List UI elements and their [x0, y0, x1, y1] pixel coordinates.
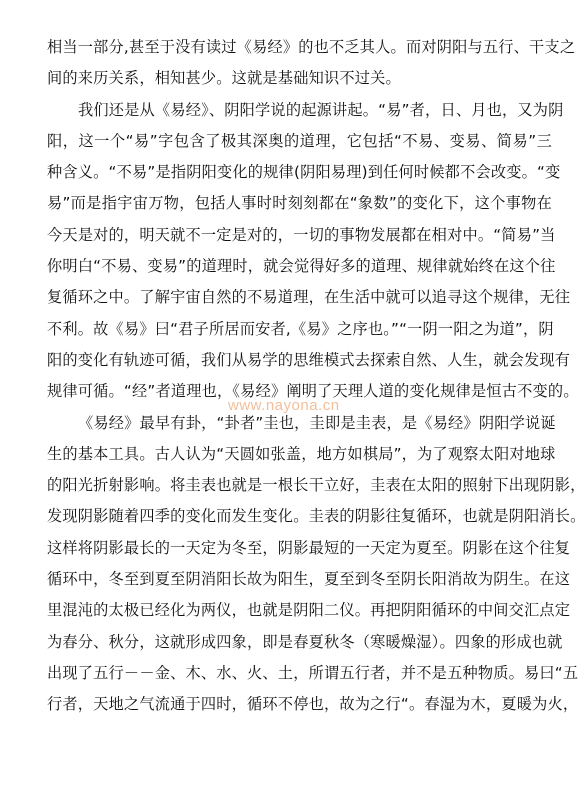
- text-line: 生的基本工具。古人认为“天圆如张盖，地方如棋局”，为了观察太阳对地球: [47, 444, 556, 463]
- text-line: 相当一部分,甚至于没有读过《易经》的也不乏其人。而对阴阳与五行、干支之: [47, 38, 576, 56]
- text-line: 易”而是指宇宙万物，包括人事时时刻刻都在“象数”的变化下，这个事物在: [47, 194, 552, 213]
- text-line: 阳，这一个“易”字包含了极其深奥的道理，它包括“不易、变易、简易”三: [47, 131, 552, 150]
- text-line: 种含义。“不易”是指阴阳变化的规律(阴阳易理)到任何时候都不会改变。“变: [47, 163, 561, 182]
- text-line: 为春分、秋分，这就形成四象，即是春夏秋冬（寒暖燥湿）。四象的形成也就: [47, 632, 563, 651]
- text-line: 阳的变化有轨迹可循，我们从易学的思维模式去探索自然、人生，就会发现有: [47, 350, 571, 369]
- text-line: 我们还是从《易经》、阴阳学说的起源讲起。“易”者，日、月也，又为阴: [78, 100, 564, 119]
- text-line: 不利。故《易》曰“君子所居而安者,《易》之序也。”“一阴一阳之为道”，阴: [47, 319, 554, 338]
- text-line: 间的来历关系，相知甚少。这就是基础知识不过关。: [47, 69, 401, 88]
- text-line: 发现阴影随着四季的变化而发生变化。圭表的阴影往复循环，也就是阴阳消长。: [47, 507, 586, 526]
- text-line: 你明白“不易、变易”的道理时，就会觉得好多的道理、规律就始终在这个往: [47, 257, 556, 276]
- text-line: 复循环之中。了解宇宙自然的不易道理，在生活中就可以追寻这个规律，无往: [47, 288, 571, 307]
- watermark-text: www.nayona.cn: [228, 397, 340, 414]
- text-line: 出现了五行－－金、木、水、火、土，所谓五行者，并不是五种物质。易曰“五: [47, 663, 579, 682]
- text-line: 规律可循。“经”者道理也，《易经》阐明了天理人道的变化规律是恒古不变的。: [47, 382, 579, 401]
- text-line: 行者，天地之气流通于四时，循环不停也，故为之行“。春湿为木，夏暖为火，: [47, 695, 579, 714]
- text-line: 循环中，冬至到夏至阴消阳长故为阳生，夏至到冬至阴长阳消故为阴生。在这: [47, 570, 571, 589]
- document-body: [47, 32, 586, 721]
- text-line: 里混沌的太极已经化为两仪，也就是阴阳二仪。再把阴阳循环的中间交汇点定: [47, 601, 571, 620]
- text-line: 这样将阴影最长的一天定为冬至，阴影最短的一天定为夏至。阴影在这个往复: [47, 538, 571, 557]
- text-line: 今天是对的，明天就不一定是对的，一切的事物发展都在相对中。“简易”当: [47, 225, 556, 244]
- text-line: 的阳光折射影响。将圭表也就是一根长干立好，圭表在太阳的照射下出现阴影，: [47, 476, 586, 495]
- text-line: 《易经》最早有卦，“卦者”圭也，圭即是圭表，是《易经》阴阳学说诞: [78, 413, 556, 432]
